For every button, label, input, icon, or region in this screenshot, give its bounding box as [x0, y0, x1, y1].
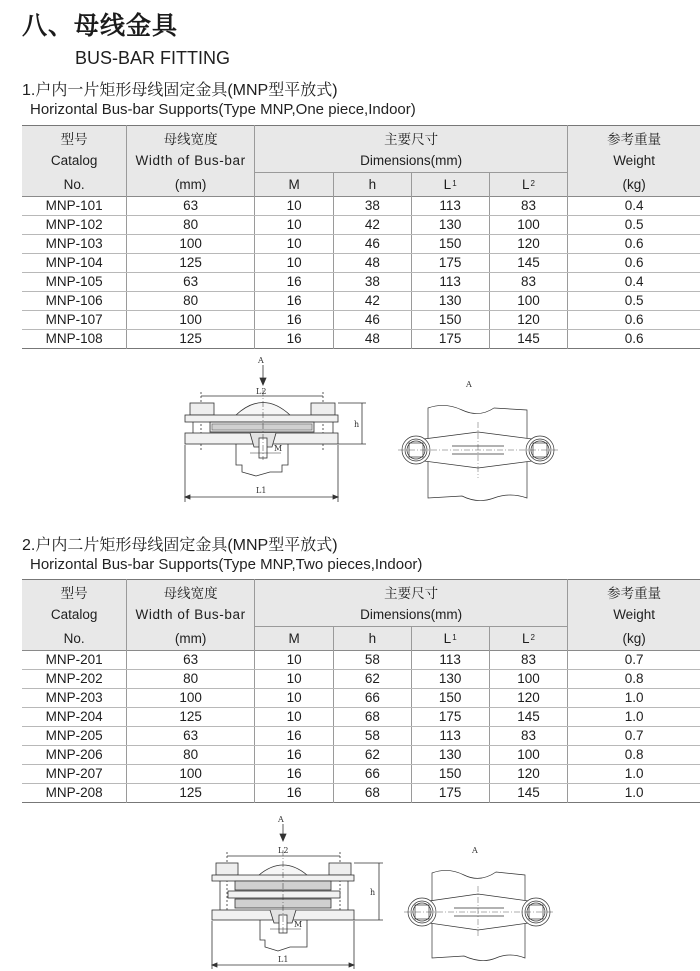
- cell-width: 63: [127, 273, 255, 292]
- cell-catalog: MNP-201: [22, 651, 127, 670]
- table-row: [22, 292, 700, 311]
- cell-width: 80: [127, 746, 255, 765]
- section-2-subheading: Horizontal Bus-bar Supports(Type MNP,Two pieces,Indoor): [30, 556, 423, 573]
- cell-l2: 83: [489, 197, 567, 216]
- header-weight-cn: 参考重量: [568, 580, 700, 604]
- cell-m: 16: [255, 765, 334, 784]
- header-l1: $L^1$: [411, 173, 489, 197]
- table-row: [22, 254, 700, 273]
- spec-table-one-piece: [22, 125, 700, 349]
- cell-m: 10: [255, 708, 334, 727]
- cell-width: 125: [127, 330, 255, 349]
- cell-h: 46: [334, 235, 411, 254]
- cell-m: 16: [255, 330, 334, 349]
- table-row: [22, 784, 700, 803]
- header-catalog-no: No.: [22, 173, 127, 197]
- page-title-en: BUS-BAR FITTING: [75, 48, 231, 68]
- cell-m: 10: [255, 670, 334, 689]
- table-row: [22, 273, 700, 292]
- section-1-heading: 1.户内一片矩形母线固定金具(MNP型平放式): [22, 82, 338, 99]
- header-width-en: Width of Bus-bar: [127, 603, 255, 627]
- header-catalog-en: Catalog: [22, 603, 127, 627]
- cell-m: 16: [255, 746, 334, 765]
- cell-catalog: MNP-101: [22, 197, 127, 216]
- cell-h: 68: [334, 708, 411, 727]
- table-row: [22, 330, 700, 349]
- cell-weight: 1.0: [568, 765, 700, 784]
- cell-catalog: MNP-204: [22, 708, 127, 727]
- side-view-diagram-one-piece: [170, 350, 370, 510]
- plan-view-label: A: [472, 846, 478, 855]
- table-row: [22, 235, 700, 254]
- header-m: M: [255, 173, 334, 197]
- header-l2: $L^2$: [489, 173, 567, 197]
- cell-width: 125: [127, 254, 255, 273]
- cell-weight: 0.4: [568, 273, 700, 292]
- cell-width: 100: [127, 311, 255, 330]
- cell-width: 63: [127, 651, 255, 670]
- cell-m: 10: [255, 197, 334, 216]
- table-row: [22, 216, 700, 235]
- table-row: [22, 197, 700, 216]
- cell-l1: 130: [411, 292, 489, 311]
- header-catalog-cn: 型号: [22, 126, 127, 150]
- cell-m: 10: [255, 216, 334, 235]
- header-catalog-no: No.: [22, 627, 127, 651]
- view-arrow-label: A: [258, 356, 264, 365]
- cell-h: 42: [334, 292, 411, 311]
- cell-l1: 113: [411, 727, 489, 746]
- table-row: [22, 708, 700, 727]
- header-weight-unit: (kg): [568, 173, 700, 197]
- header-dims-cn: 主要尺寸: [255, 580, 568, 604]
- cell-weight: 0.6: [568, 254, 700, 273]
- cell-catalog: MNP-208: [22, 784, 127, 803]
- l1-label: L1: [256, 486, 267, 495]
- plan-view-diagram-two-pieces: [390, 830, 570, 971]
- table-row: [22, 311, 700, 330]
- table-row: [22, 651, 700, 670]
- cell-width: 63: [127, 197, 255, 216]
- cell-l2: 100: [489, 292, 567, 311]
- cell-m: 16: [255, 311, 334, 330]
- cell-l2: 145: [489, 784, 567, 803]
- cell-h: 48: [334, 330, 411, 349]
- cell-weight: 1.0: [624, 785, 644, 800]
- table-row: [22, 727, 700, 746]
- header-h: h: [334, 627, 411, 651]
- plan-view-drawing: [390, 370, 570, 510]
- cell-width: 100: [127, 765, 255, 784]
- cell-weight: 1.0: [568, 708, 700, 727]
- cell-h: 58: [334, 651, 411, 670]
- cell-catalog: MNP-206: [22, 746, 127, 765]
- header-dims-en: Dimensions(mm): [255, 603, 568, 627]
- cell-l2: 100: [489, 670, 567, 689]
- cell-l1: 175: [411, 254, 489, 273]
- cell-m: 10: [255, 254, 334, 273]
- cell-width: 80: [127, 216, 255, 235]
- cell-l1: 150: [411, 235, 489, 254]
- cell-h: 68: [334, 784, 411, 803]
- cell-catalog: MNP-103: [22, 235, 127, 254]
- cell-l2: 120: [489, 235, 567, 254]
- cell-weight: 0.5: [568, 216, 700, 235]
- side-view-drawing: [170, 350, 370, 510]
- cell-l2: 120: [489, 765, 567, 784]
- side-view-drawing: [190, 805, 390, 971]
- table-row: [22, 689, 700, 708]
- cell-l1: 130: [411, 670, 489, 689]
- cell-width: 63: [127, 727, 255, 746]
- header-dims-en: Dimensions(mm): [255, 149, 568, 173]
- cell-h: 38: [334, 273, 411, 292]
- cell-l1: 175: [411, 330, 489, 349]
- header-catalog-en: Catalog: [22, 149, 127, 173]
- cell-weight: 1.0: [568, 689, 700, 708]
- header-weight-en: Weight: [568, 603, 700, 627]
- cell-l1: 175: [411, 708, 489, 727]
- table-row: [22, 670, 700, 689]
- cell-h: 66: [334, 765, 411, 784]
- cell-width: 125: [127, 784, 255, 803]
- cell-l1: 150: [411, 765, 489, 784]
- cell-h: 42: [334, 216, 411, 235]
- cell-l1: 130: [411, 746, 489, 765]
- table-row: [22, 746, 700, 765]
- plan-view-drawing: [390, 830, 570, 971]
- cell-catalog: MNP-106: [22, 292, 127, 311]
- cell-l1: 113: [411, 197, 489, 216]
- cell-l2: 83: [489, 273, 567, 292]
- cell-catalog: MNP-107: [22, 311, 127, 330]
- cell-width: 80: [127, 292, 255, 311]
- l2-label: L2: [278, 846, 289, 855]
- cell-l1: 113: [411, 273, 489, 292]
- cell-m: 10: [255, 651, 334, 670]
- header-width-en: Width of Bus-bar: [127, 149, 255, 173]
- cell-weight: 0.7: [568, 727, 700, 746]
- cell-l2: 83: [489, 727, 567, 746]
- header-width-cn: 母线宽度: [127, 580, 255, 604]
- header-weight-en: Weight: [568, 149, 700, 173]
- header-l1: $L^1$: [411, 627, 489, 651]
- cell-weight: 0.7: [568, 651, 700, 670]
- cell-l2: 145: [489, 254, 567, 273]
- cell-width: 100: [127, 235, 255, 254]
- cell-l1: 175: [411, 784, 489, 803]
- cell-weight: 0.5: [568, 292, 700, 311]
- header-l2: $L^2$: [489, 627, 567, 651]
- section-1-subheading: Horizontal Bus-bar Supports(Type MNP,One piece,Indoor): [30, 101, 416, 118]
- cell-weight: 0.4: [568, 197, 700, 216]
- h-label: h: [370, 888, 376, 897]
- cell-m: 10: [255, 235, 334, 254]
- cell-width: 80: [127, 670, 255, 689]
- cell-l2: 145: [489, 330, 567, 349]
- cell-l2: 145: [489, 708, 567, 727]
- cell-l2: 120: [489, 689, 567, 708]
- cell-h: 66: [334, 689, 411, 708]
- cell-h: 38: [334, 197, 411, 216]
- header-width-cn: 母线宽度: [127, 126, 255, 150]
- cell-l1: 150: [411, 311, 489, 330]
- cell-weight: 0.8: [568, 746, 700, 765]
- header-catalog-cn: 型号: [22, 580, 127, 604]
- cell-m: 16: [255, 273, 334, 292]
- header-width-unit: (mm): [127, 627, 255, 651]
- cell-l1: 113: [411, 651, 489, 670]
- cell-weight: 0.6: [568, 311, 700, 330]
- cell-weight: 0.6: [568, 235, 700, 254]
- cell-l1: 130: [411, 216, 489, 235]
- cell-catalog: MNP-205: [22, 727, 127, 746]
- cell-width: 100: [127, 689, 255, 708]
- cell-l2: 83: [489, 651, 567, 670]
- m-label: M: [274, 444, 283, 453]
- cell-m: 16: [255, 784, 334, 803]
- cell-catalog: MNP-102: [22, 216, 127, 235]
- header-weight-unit: (kg): [568, 627, 700, 651]
- l2-label: L2: [256, 387, 267, 396]
- table-row: [22, 765, 700, 784]
- header-m: M: [255, 627, 334, 651]
- plan-view-label: A: [466, 380, 472, 389]
- cell-catalog: MNP-105: [22, 273, 127, 292]
- cell-catalog: MNP-202: [22, 670, 127, 689]
- page-title-cn: 八、母线金具: [22, 11, 179, 40]
- cell-h: 48: [334, 254, 411, 273]
- cell-catalog: MNP-203: [22, 689, 127, 708]
- header-weight-cn: 参考重量: [568, 126, 700, 150]
- cell-catalog: MNP-104: [22, 254, 127, 273]
- section-2-heading: 2.户内二片矩形母线固定金具(MNP型平放式): [22, 537, 338, 554]
- cell-l2: 100: [489, 746, 567, 765]
- h-label: h: [354, 420, 360, 429]
- m-label: M: [294, 920, 303, 929]
- cell-l1: 150: [411, 689, 489, 708]
- cell-l2: 120: [489, 311, 567, 330]
- l1-label: L1: [278, 955, 289, 964]
- spec-table-two-pieces: [22, 579, 700, 803]
- cell-m: 16: [255, 292, 334, 311]
- plan-view-diagram-one-piece: [390, 370, 570, 510]
- side-view-diagram-two-pieces: [190, 805, 390, 971]
- cell-h: 62: [334, 670, 411, 689]
- cell-h: 58: [334, 727, 411, 746]
- cell-h: 62: [334, 746, 411, 765]
- cell-weight: 0.8: [568, 670, 700, 689]
- view-arrow-label: A: [278, 815, 284, 824]
- cell-catalog: MNP-108: [22, 330, 127, 349]
- cell-catalog: MNP-207: [22, 765, 127, 784]
- cell-width: 125: [127, 708, 255, 727]
- cell-l2: 100: [489, 216, 567, 235]
- header-h: h: [334, 173, 411, 197]
- cell-weight: 0.6: [624, 331, 644, 346]
- cell-h: 46: [334, 311, 411, 330]
- header-dims-cn: 主要尺寸: [255, 126, 568, 150]
- cell-m: 16: [255, 727, 334, 746]
- header-width-unit: (mm): [127, 173, 255, 197]
- cell-m: 10: [255, 689, 334, 708]
